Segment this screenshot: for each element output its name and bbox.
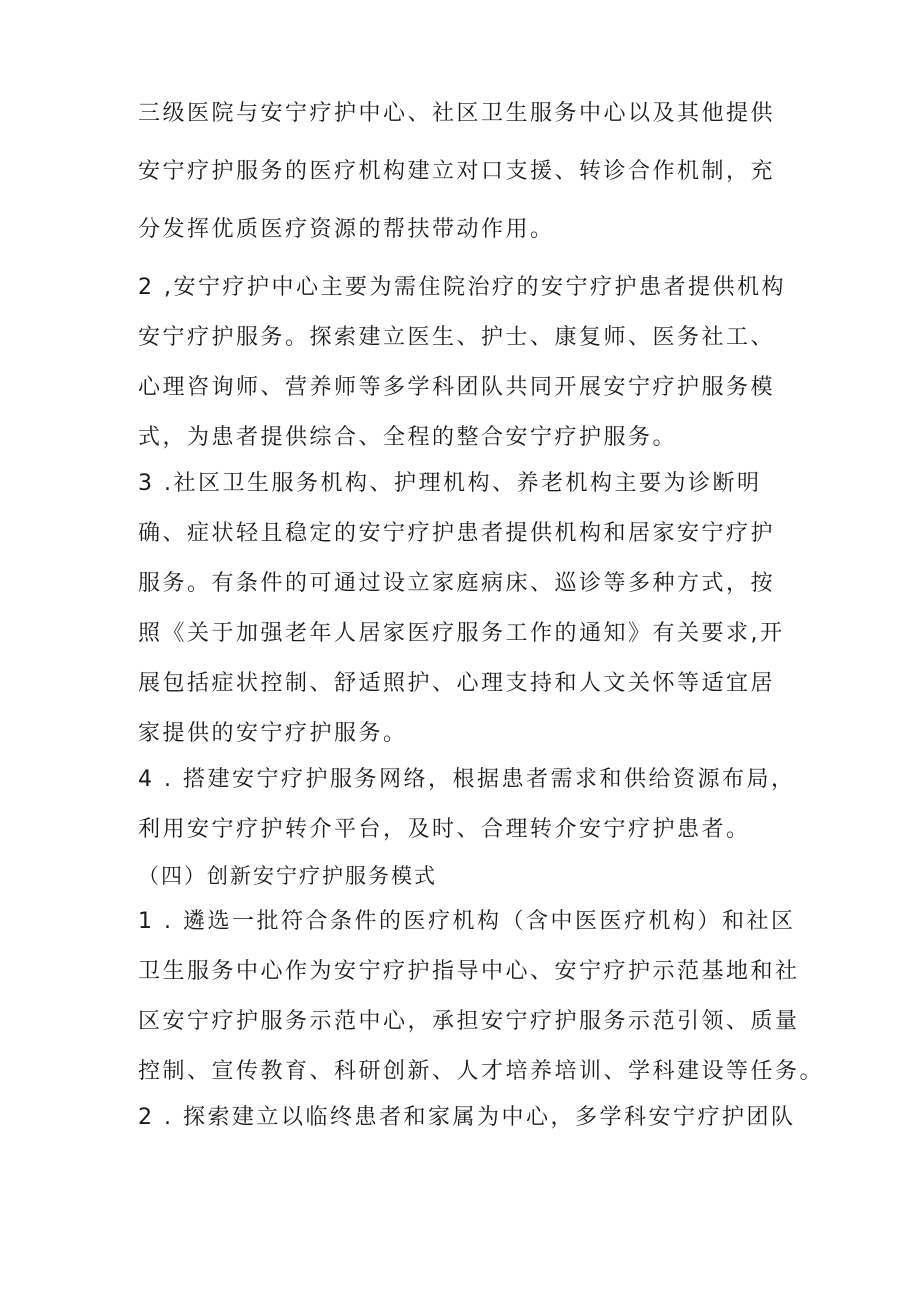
text-line: 安宁疗护服务。探索建立医生、护士、康复师、医务社工、 [138,325,776,350]
text-line: 心理咨询师、营养师等多学科团队共同开展安宁疗护服务模 [138,375,776,400]
text-line: 安宁疗护服务的医疗机构建立对口支援、转诊合作机制，充 [138,159,776,184]
text-line: 分发挥优质医疗资源的帮扶带动作用。 [138,217,555,242]
paragraph-4 [138,762,800,848]
text-line: 家提供的安宁疗护服务。 [138,721,408,746]
paragraph-6 [138,1100,800,1136]
text-line: 卫生服务中心作为安宁疗护指导中心、安宁疗护示范基地和社 [138,959,800,984]
text-line: 3 .社区卫生服务机构、护理机构、养老机构主要为诊断明 [138,471,762,496]
paragraph-1 [138,96,800,248]
text-line: 2 ,安宁疗护中心主要为需住院治疗的安宁疗护患者提供机构 [138,275,786,300]
text-line: 4 . 搭建安宁疗护服务网络，根据患者需求和供给资源布局， [138,767,796,792]
text-line: 区安宁疗护服务示范中心，承担安宁疗护服务示范引领、质量 [138,1009,800,1034]
paragraph-5 [138,904,825,1090]
text-line: 服务。有条件的可通过设立家庭病床、巡诊等多种方式，按 [138,571,776,596]
text-line: 展包括症状控制、舒适照护、心理支持和人文关怀等适宜居 [138,671,776,696]
text-line: 照《关于加强老年人居家医疗服务工作的通知》有关要求,开 [138,621,785,646]
text-line: 利用安宁疗护转介平台，及时、合理转介安宁疗护患者。 [138,817,751,842]
text-line: 1 . 遴选一批符合条件的医疗机构（含中医医疗机构）和社区 [138,909,796,934]
paragraph-3 [138,466,800,752]
paragraph-2 [138,270,800,456]
text-line: 控制、宣传教育、科研创新、人才培养培训、学科建设等任务。 [138,1059,825,1084]
text-line: 式，为患者提供综合、全程的整合安宁疗护服务。 [138,425,678,450]
text-line: 2 . 探索建立以临终患者和家属为中心，多学科安宁疗护团队 [138,1105,796,1130]
text-line: 三级医院与安宁疗护中心、社区卫生服务中心以及其他提供 [138,101,776,126]
section-heading-text: （四）创新安宁疗护服务模式 [138,864,437,888]
section-heading [138,858,800,894]
document-page [138,96,825,1136]
text-line: 确、症状轻且稳定的安宁疗护患者提供机构和居家安宁疗护 [138,521,776,546]
